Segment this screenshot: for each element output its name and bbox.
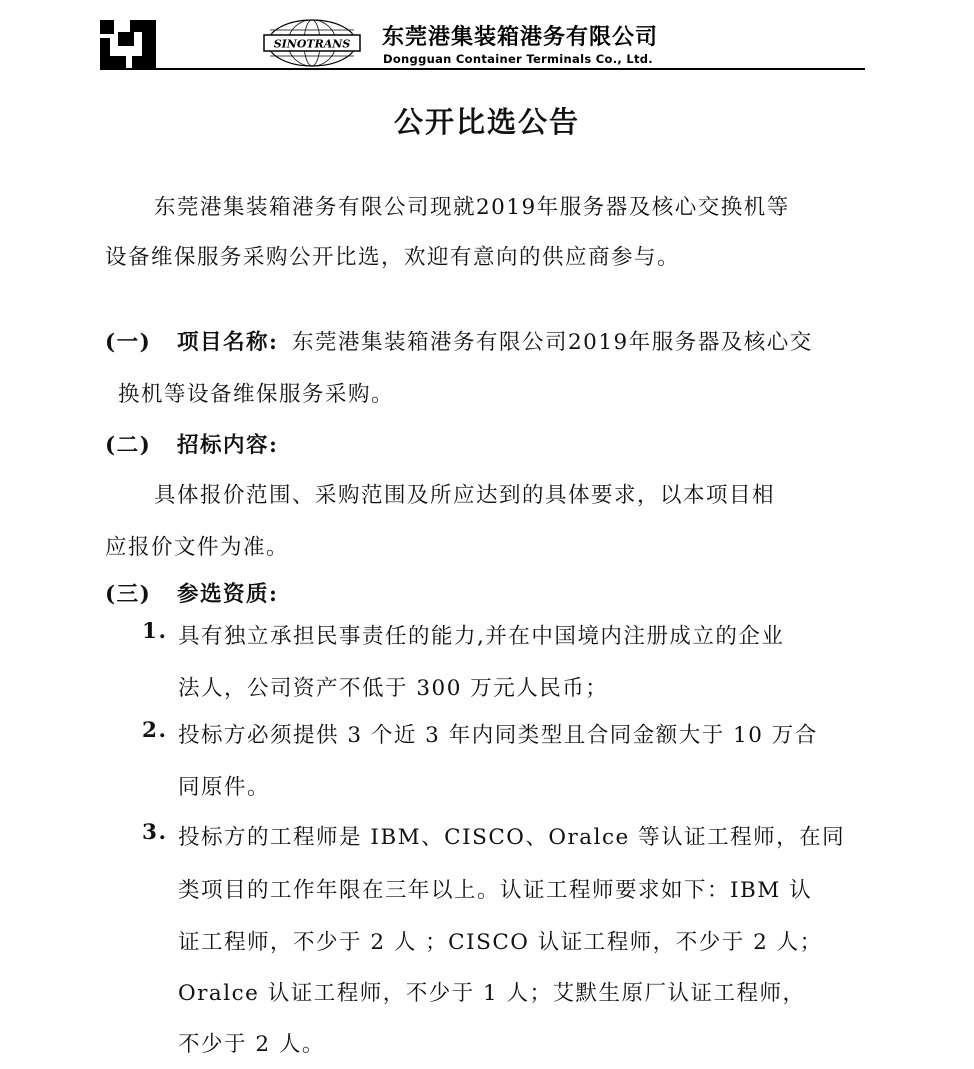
logo-text: SINOTRANS bbox=[273, 37, 351, 51]
section-heading: 招标内容: bbox=[177, 433, 279, 458]
list-item-text: 投标方的工程师是 IBM、CISCO、Oralce 等认证工程师，在同 bbox=[178, 825, 846, 850]
letterhead bbox=[100, 14, 865, 72]
section-heading: 项目名称: bbox=[177, 330, 279, 355]
list-item-text: 类项目的工作年限在三年以上。认证工程师要求如下：IBM 认 bbox=[178, 878, 813, 903]
list-item-text: 具有独立承担民事责任的能力,并在中国境内注册成立的企业 bbox=[178, 624, 785, 649]
list-item-number: 2. bbox=[142, 718, 168, 743]
header-divider bbox=[100, 68, 865, 70]
list-item-text: 投标方必须提供 3 个近 3 年内同类型且合同金额大于 10 万合 bbox=[178, 723, 818, 748]
list-item-number: 1. bbox=[142, 619, 168, 644]
list-item-text: 法人，公司资产不低于 300 万元人民币； bbox=[178, 676, 609, 701]
section-heading: 参选资质: bbox=[177, 582, 279, 607]
intro-line: 设备维保服务采购公开比选，欢迎有意向的供应商参与。 bbox=[105, 245, 681, 270]
sinotrans-logo-icon bbox=[262, 18, 362, 68]
section-marker: (二) bbox=[105, 433, 152, 458]
list-item-number: 3. bbox=[142, 820, 168, 845]
section-marker: (三) bbox=[105, 582, 152, 607]
page-title: 公开比选公告 bbox=[393, 105, 580, 139]
company-name-cn: 东莞港集装箱港务有限公司 bbox=[382, 25, 659, 50]
list-item-text: 同原件。 bbox=[178, 775, 271, 800]
list-item-text: Oralce 认证工程师，不少于 1 人；艾默生原厂认证工程师， bbox=[178, 981, 806, 1006]
intro-line: 东莞港集装箱港务有限公司现就2019年服务器及核心交换机等 bbox=[154, 195, 790, 220]
section-text: 东莞港集装箱港务有限公司2019年服务器及核心交 bbox=[292, 330, 813, 355]
section-text: 应报价文件为准。 bbox=[105, 535, 290, 560]
company-logo-icon bbox=[100, 20, 156, 70]
section-marker: (一) bbox=[105, 330, 152, 355]
list-item-text: 不少于 2 人。 bbox=[178, 1032, 325, 1057]
section-text: 换机等设备维保服务采购。 bbox=[118, 382, 395, 407]
company-name-en: Dongguan Container Terminals Co., Ltd. bbox=[383, 52, 653, 66]
list-item-text: 证工程师，不少于 2 人 ；CISCO 认证工程师，不少于 2 人； bbox=[178, 930, 823, 955]
section-text: 具体报价范围、采购范围及所应达到的具体要求，以本项目相 bbox=[154, 483, 776, 508]
